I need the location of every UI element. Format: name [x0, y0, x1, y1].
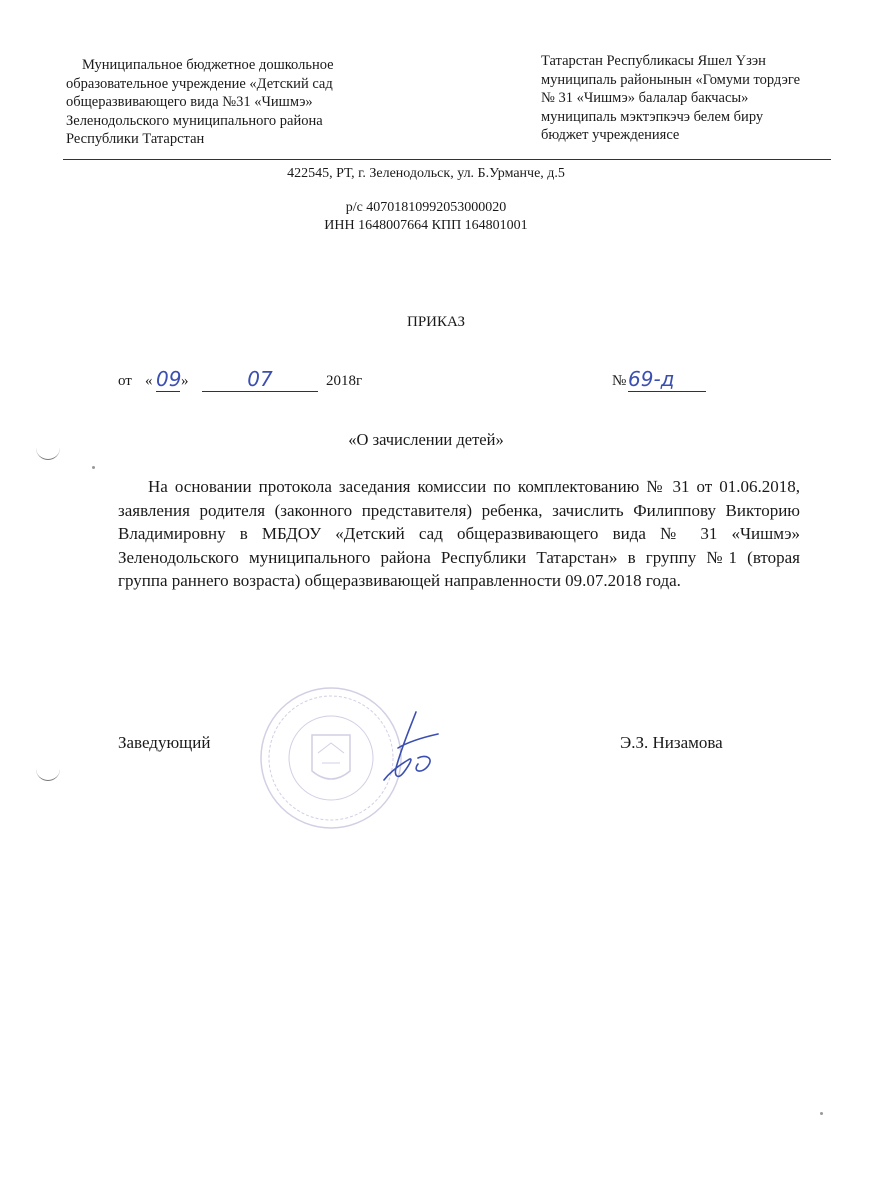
document-title: ПРИКАЗ	[407, 314, 465, 330]
stamp-emblem-detail	[318, 743, 344, 763]
date-from-label: от	[118, 373, 132, 389]
scan-speck	[820, 1112, 823, 1115]
stamp-emblem-shield	[312, 735, 350, 779]
account-line: р/с 40701810992053000020	[345, 200, 507, 215]
order-number-handwritten: 69-д	[628, 367, 706, 392]
date-quote-open: «	[145, 373, 153, 389]
signer-position: Заведующий	[118, 733, 211, 752]
date-month-handwritten: 07	[202, 367, 318, 392]
header-left-line: Республики Татарстан	[66, 131, 205, 147]
handwritten-signature	[368, 708, 452, 788]
punch-hole-mark	[36, 447, 60, 460]
header-right-line: Татарстан Республикасы Яшел Үзэн	[541, 53, 766, 69]
header-left-line: Муниципальное бюджетное дошкольное	[82, 57, 334, 73]
date-day-handwritten: 09	[156, 367, 182, 391]
inn-kpp-line: ИНН 1648007664 КПП 164801001	[324, 218, 528, 233]
stamp-inner-ring	[289, 716, 373, 800]
scan-speck	[92, 466, 95, 469]
order-number-label: №	[612, 373, 627, 389]
header-left-line: образовательное учреждение «Детский сад	[66, 75, 333, 92]
order-body-text: На основании протокола заседания комиссии по комплектованию № 31 от 01.06.2018, заявления родителя (законного представителя) ребенка, зачислить Филиппову Викторию Владимировну в МБДОУ «Детский сад общеразвивающего вида № 31 «Чишмэ» Зеленодольского муниципального района Республики Татарстан» в группу №1 (вторая группа раннего возраста) общеразвивающей направленности 09.07.2018 года.	[118, 477, 800, 590]
date-quote-close: »	[181, 373, 189, 389]
header-divider	[63, 159, 831, 160]
date-year-label: 2018г	[326, 373, 363, 389]
address-line: 422545, РТ, г. Зеленодольск, ул. Б.Урманче, д.5	[287, 166, 565, 181]
signature-stroke	[384, 712, 438, 780]
header-right-line: муниципаль мэктэпкэчэ белем биру	[541, 108, 764, 125]
order-subject: «О зачислении детей»	[348, 430, 504, 449]
header-left-line: Зеленодольского муниципального района	[66, 112, 323, 129]
header-right-line: № 31 «Чишмэ» балалар бакчасы»	[541, 90, 749, 106]
header-right-org-name	[541, 52, 841, 145]
punch-hole-mark	[36, 768, 60, 781]
header-left-org-name	[66, 56, 386, 149]
signer-name: Э.З. Низамова	[620, 733, 723, 752]
header-right-line: бюджет учреждениясе	[541, 127, 680, 143]
header-left-line: общеразвивающего вида №31 «Чишмэ»	[66, 94, 313, 110]
header-right-line: муниципаль районынын «Гомуми тордэге	[541, 71, 801, 88]
